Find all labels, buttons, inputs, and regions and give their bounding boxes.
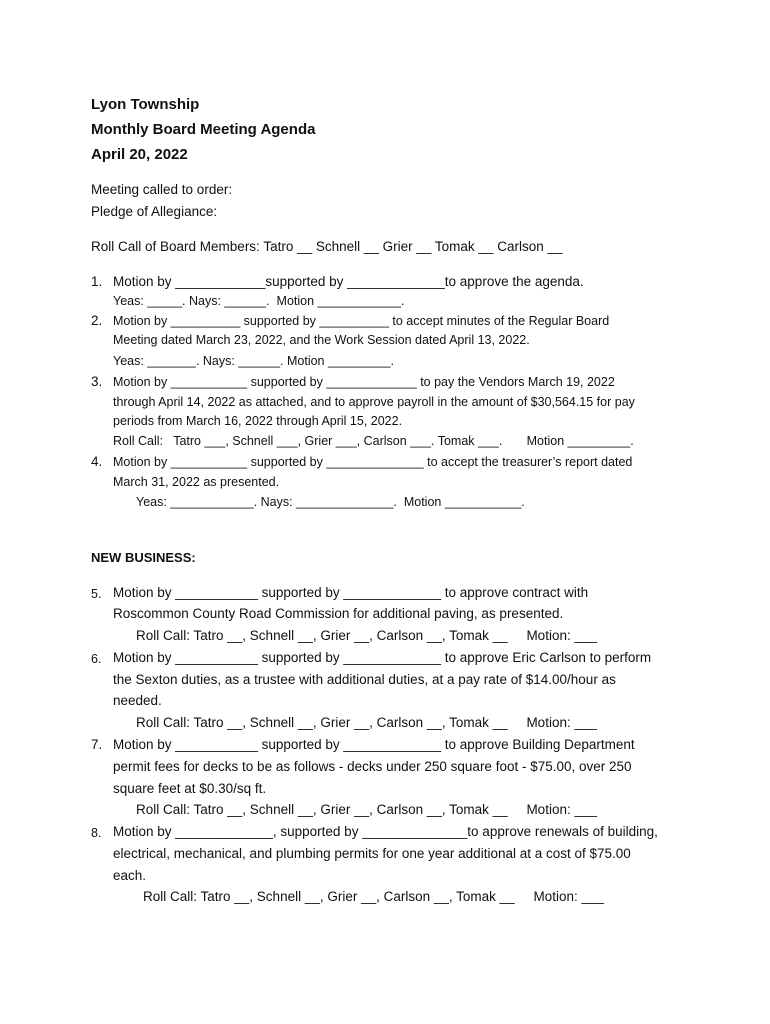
item-line: Motion by ___________ supported by ______________ to accept the treasurer’s report dated: [113, 455, 633, 469]
item-line: each.: [113, 868, 147, 883]
item-line: Motion by _____________, supported by ______________to approve renewals of building,: [113, 824, 658, 839]
item-line: Motion by ____________supported by _____________to approve the agenda.: [113, 274, 584, 289]
item-line: Yeas: ____________. Nays: ______________. Motion ___________.: [136, 495, 525, 509]
item-line: through April 14, 2022 as attached, and to approve payroll in the amount of $30,564.15 for pay: [113, 395, 635, 409]
item-number: 5.: [91, 587, 102, 601]
item-line: electrical, mechanical, and plumbing permits for one year additional at a cost of $75.00: [113, 846, 631, 861]
item-line: Roll Call: Tatro __, Schnell __, Grier __, Carlson __, Tomak __ Motion: ___: [136, 628, 597, 643]
item-line: Yeas: _____. Nays: ______. Motion ____________.: [113, 294, 405, 308]
item-line: Motion by ___________ supported by _____________ to approve Eric Carlson to perform: [113, 650, 652, 665]
item-number: 1.: [91, 274, 103, 289]
item-line: Motion by ___________ supported by _____________ to approve Building Department: [113, 737, 635, 752]
roll-call-board: Roll Call of Board Members: Tatro __ Schnell __ Grier __ Tomak __ Carlson __: [91, 239, 563, 254]
item-line: square feet at $0.30/sq ft.: [113, 781, 267, 796]
item-line: Meeting dated March 23, 2022, and the Work Session dated April 13, 2022.: [113, 333, 530, 347]
item-line: Roscommon County Road Commission for additional paving, as presented.: [113, 606, 564, 621]
item-line: Motion by __________ supported by __________ to accept minutes of the Regular Board: [113, 314, 610, 328]
item-line: Yeas: _______. Nays: ______. Motion _________.: [113, 354, 395, 368]
called-to-order: Meeting called to order:: [91, 182, 233, 197]
item-line: Motion by ___________ supported by _____________ to pay the Vendors March 19, 2022: [113, 375, 615, 389]
item-line: Roll Call: Tatro ___, Schnell ___, Grier ___, Carlson ___. Tomak ___. Motion _________.: [113, 434, 634, 448]
item-line: periods from March 16, 2022 through April 15, 2022.: [113, 414, 403, 428]
item-number: 7.: [91, 737, 103, 752]
item-number: 6.: [91, 652, 102, 666]
item-number: 2.: [91, 313, 103, 328]
item-line: the Sexton duties, as a trustee with additional duties, at a pay rate of $14.00/hour as: [113, 672, 616, 687]
pledge-of-allegiance: Pledge of Allegiance:: [91, 204, 218, 219]
item-line: Roll Call: Tatro __, Schnell __, Grier __, Carlson __, Tomak __ Motion: ___: [136, 715, 597, 730]
item-number: 4.: [91, 454, 103, 469]
item-line: Roll Call: Tatro __, Schnell __, Grier __, Carlson __, Tomak __ Motion: ___: [143, 889, 604, 904]
new-business-heading: NEW BUSINESS:: [91, 550, 196, 565]
item-line: needed.: [113, 693, 162, 708]
meeting-date: April 20, 2022: [91, 146, 188, 163]
item-line: Motion by ___________ supported by _____________ to approve contract with: [113, 585, 589, 600]
org-name: Lyon Township: [91, 96, 200, 113]
item-number: 8.: [91, 826, 102, 840]
item-line: Roll Call: Tatro __, Schnell __, Grier __, Carlson __, Tomak __ Motion: ___: [136, 802, 597, 817]
document-title: Monthly Board Meeting Agenda: [91, 121, 316, 138]
item-line: March 31, 2022 as presented.: [113, 475, 280, 489]
item-line: permit fees for decks to be as follows - decks under 250 square foot - $75.00, over 250: [113, 759, 632, 774]
item-number: 3.: [91, 374, 103, 389]
